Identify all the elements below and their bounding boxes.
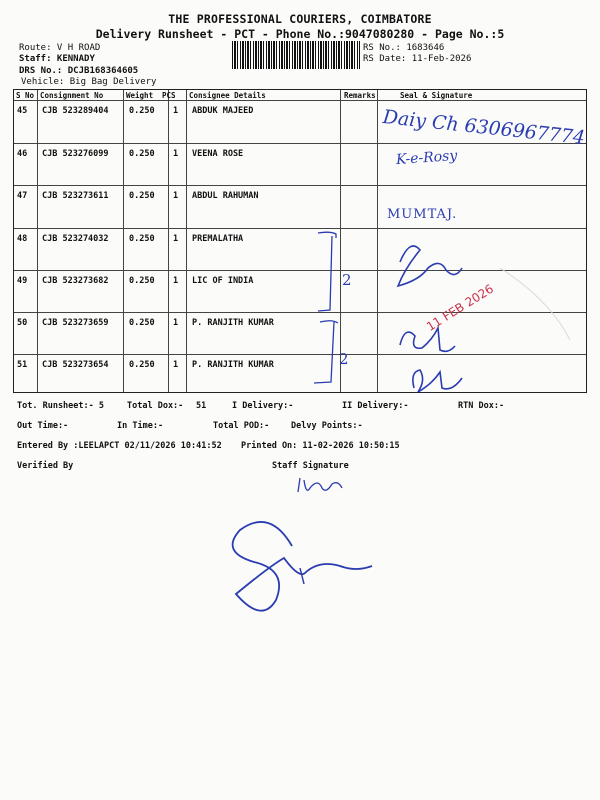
bracket-mark-1: 2 <box>342 271 352 289</box>
runsheet-table: S No Consignment No Weight PCS Consignee Details Remarks Seal & Signature 45 CJB 523289404 0.250 1 ABDUK MAJEED 46 CJB 523276099 0.250 1 VEENA ROSE 47 CJB 523273611 0.250 1 ABDUL RAHUMAN 48 CJB 523274032 0.250 1 PREMALATHA 49 CJB 523273682 0.250 1 LIC OF INDIA 50 CJB 523273659 0.250 1 P. RANJITH KUMAR 51 CJB 523273654 0.250 1 P. RANJITH KUMAR <box>13 89 587 393</box>
col-pcs: PCS <box>162 91 176 100</box>
route: Route: V H ROAD <box>19 43 101 53</box>
printed-on: Printed On: 11-02-2026 10:50:15 <box>241 441 400 451</box>
i-delivery: I Delivery:- <box>232 401 294 411</box>
rs-number: RS No.: 1683646 <box>363 43 445 53</box>
entered-by: Entered By :LEELAPCT 02/11/2026 10:41:52 <box>17 441 222 451</box>
signature-row-46: K-e-Rosy <box>395 147 458 169</box>
verified-by: Verified By <box>17 461 74 471</box>
runsheet-subtitle: Delivery Runsheet - PCT - Phone No.:9047080280 - Page No.:5 <box>95 27 505 41</box>
ii-delivery: II Delivery:- <box>342 401 409 411</box>
drs-number: DRS No.: DCJB168364605 <box>19 66 139 76</box>
col-consignment: Consignment No <box>40 91 104 100</box>
col-consignee: Consignee Details <box>189 91 266 100</box>
company-name: THE PROFESSIONAL COURIERS, COIMBATORE <box>168 12 432 26</box>
staff: Staff: KENNADY <box>19 54 95 64</box>
rtn-dox: RTN Dox:- <box>458 401 505 411</box>
signature-row-45: Daiy Ch 6306967774 <box>381 106 586 150</box>
delvy-points: Delvy Points:- <box>291 421 363 431</box>
bracket-mark-2: 2 <box>339 350 349 368</box>
in-time: In Time:- <box>117 421 164 431</box>
total-dox-label: Total Dox:- <box>127 401 184 411</box>
vehicle: Vehicle: Big Bag Delivery <box>21 77 157 87</box>
total-pod: Total POD:- <box>213 421 270 431</box>
total-dox-value: 51 <box>196 401 207 411</box>
col-sno: S No <box>16 91 35 100</box>
staff-signature-label: Staff Signature <box>272 461 349 471</box>
signature-row-47: MUMTAJ. <box>387 207 458 222</box>
rs-date: RS Date: 11-Feb-2026 <box>363 54 472 64</box>
out-time: Out Time:- <box>17 421 69 431</box>
date-stamp: 11 FEB 2026 <box>424 281 497 334</box>
tot-runsheet: Tot. Runsheet:- 5 <box>17 401 104 411</box>
col-weight: Weight <box>126 91 154 100</box>
col-remarks: Remarks <box>344 91 376 100</box>
col-seal-signature: Seal & Signature <box>400 91 473 100</box>
